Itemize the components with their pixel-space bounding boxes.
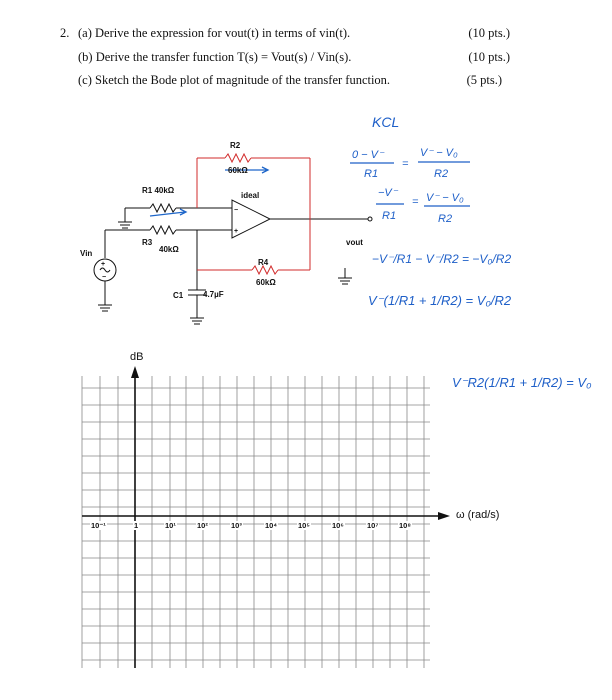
svg-text:=: = (402, 158, 409, 170)
r4-value: 60kΩ (256, 278, 276, 287)
x-tick-label: 10⁻¹ (91, 521, 106, 530)
c1-value: 4.7µF (203, 290, 224, 299)
svg-text:=: = (412, 196, 419, 208)
hw-heading: KCL (372, 114, 400, 130)
question-number: 2. (60, 26, 70, 40)
r3-value: 40kΩ (159, 245, 179, 254)
hw-eq4: V⁻(1/R1 + 1/R2) = V₀/R2 (368, 293, 512, 308)
r2-value: 60kΩ (228, 166, 248, 175)
points-part-b: (10 pts.) (468, 50, 510, 64)
points-part-a: (10 pts.) (468, 26, 510, 40)
x-tick-label: 10² (197, 521, 208, 530)
question-part-c: (c) Sketch the Bode plot of magnitude of the transfer function. (78, 73, 391, 87)
hw-eq2-left-den: R1 (382, 210, 397, 222)
x-axis-label: ω (rad/s) (456, 509, 500, 521)
question-part-b: (b) Derive the transfer function T(s) = Vout(s) / Vin(s). (78, 50, 352, 64)
hw-eq1-left-den: R1 (364, 168, 379, 180)
vout-label: vout (346, 238, 363, 247)
opamp-label: ideal (241, 191, 260, 200)
r3-label: R3 (142, 238, 153, 247)
hw-eq2-left-num: −V⁻ (378, 187, 398, 199)
r1-label: R1 40kΩ (142, 186, 175, 195)
svg-text:+: + (101, 261, 106, 268)
hw-eq2-right-num: V⁻ − V₀ (426, 192, 464, 204)
r2-label: R2 (230, 141, 241, 150)
hw-eq1-left-num: 0 − V⁻ (352, 149, 384, 161)
r4-label: R4 (258, 258, 269, 267)
x-tick-label: 10³ (231, 521, 242, 530)
y-axis-label: dB (130, 351, 144, 363)
x-tick-label: 10⁵ (298, 521, 310, 530)
svg-text:+: + (234, 228, 239, 235)
hw-eq2-right-den: R2 (438, 213, 453, 225)
question-part-a: (a) Derive the expression for vout(t) in terms of vin(t). (78, 26, 351, 40)
x-tick-label: 1 (134, 521, 139, 530)
hw-eq1-right-num: V⁻ − V₀ (420, 147, 458, 159)
hw-eq5: V⁻R2(1/R1 + 1/R2) = V₀ (452, 375, 592, 390)
svg-text:−: − (234, 207, 239, 214)
points-part-c: (5 pts.) (466, 73, 502, 87)
x-tick-label: 10¹ (165, 521, 176, 530)
x-tick-label: 10⁷ (367, 521, 379, 530)
hw-eq3: −V⁻/R1 − V⁻/R2 = −V₀/R2 (372, 252, 512, 266)
vin-label: Vin (80, 249, 93, 258)
x-tick-label: 10⁴ (265, 521, 278, 530)
x-tick-label: 10⁸ (399, 521, 411, 530)
x-tick-label: 10⁶ (332, 521, 344, 530)
c1-label: C1 (173, 291, 184, 300)
svg-text:−: − (102, 274, 107, 281)
hw-eq1-right-den: R2 (434, 168, 449, 180)
